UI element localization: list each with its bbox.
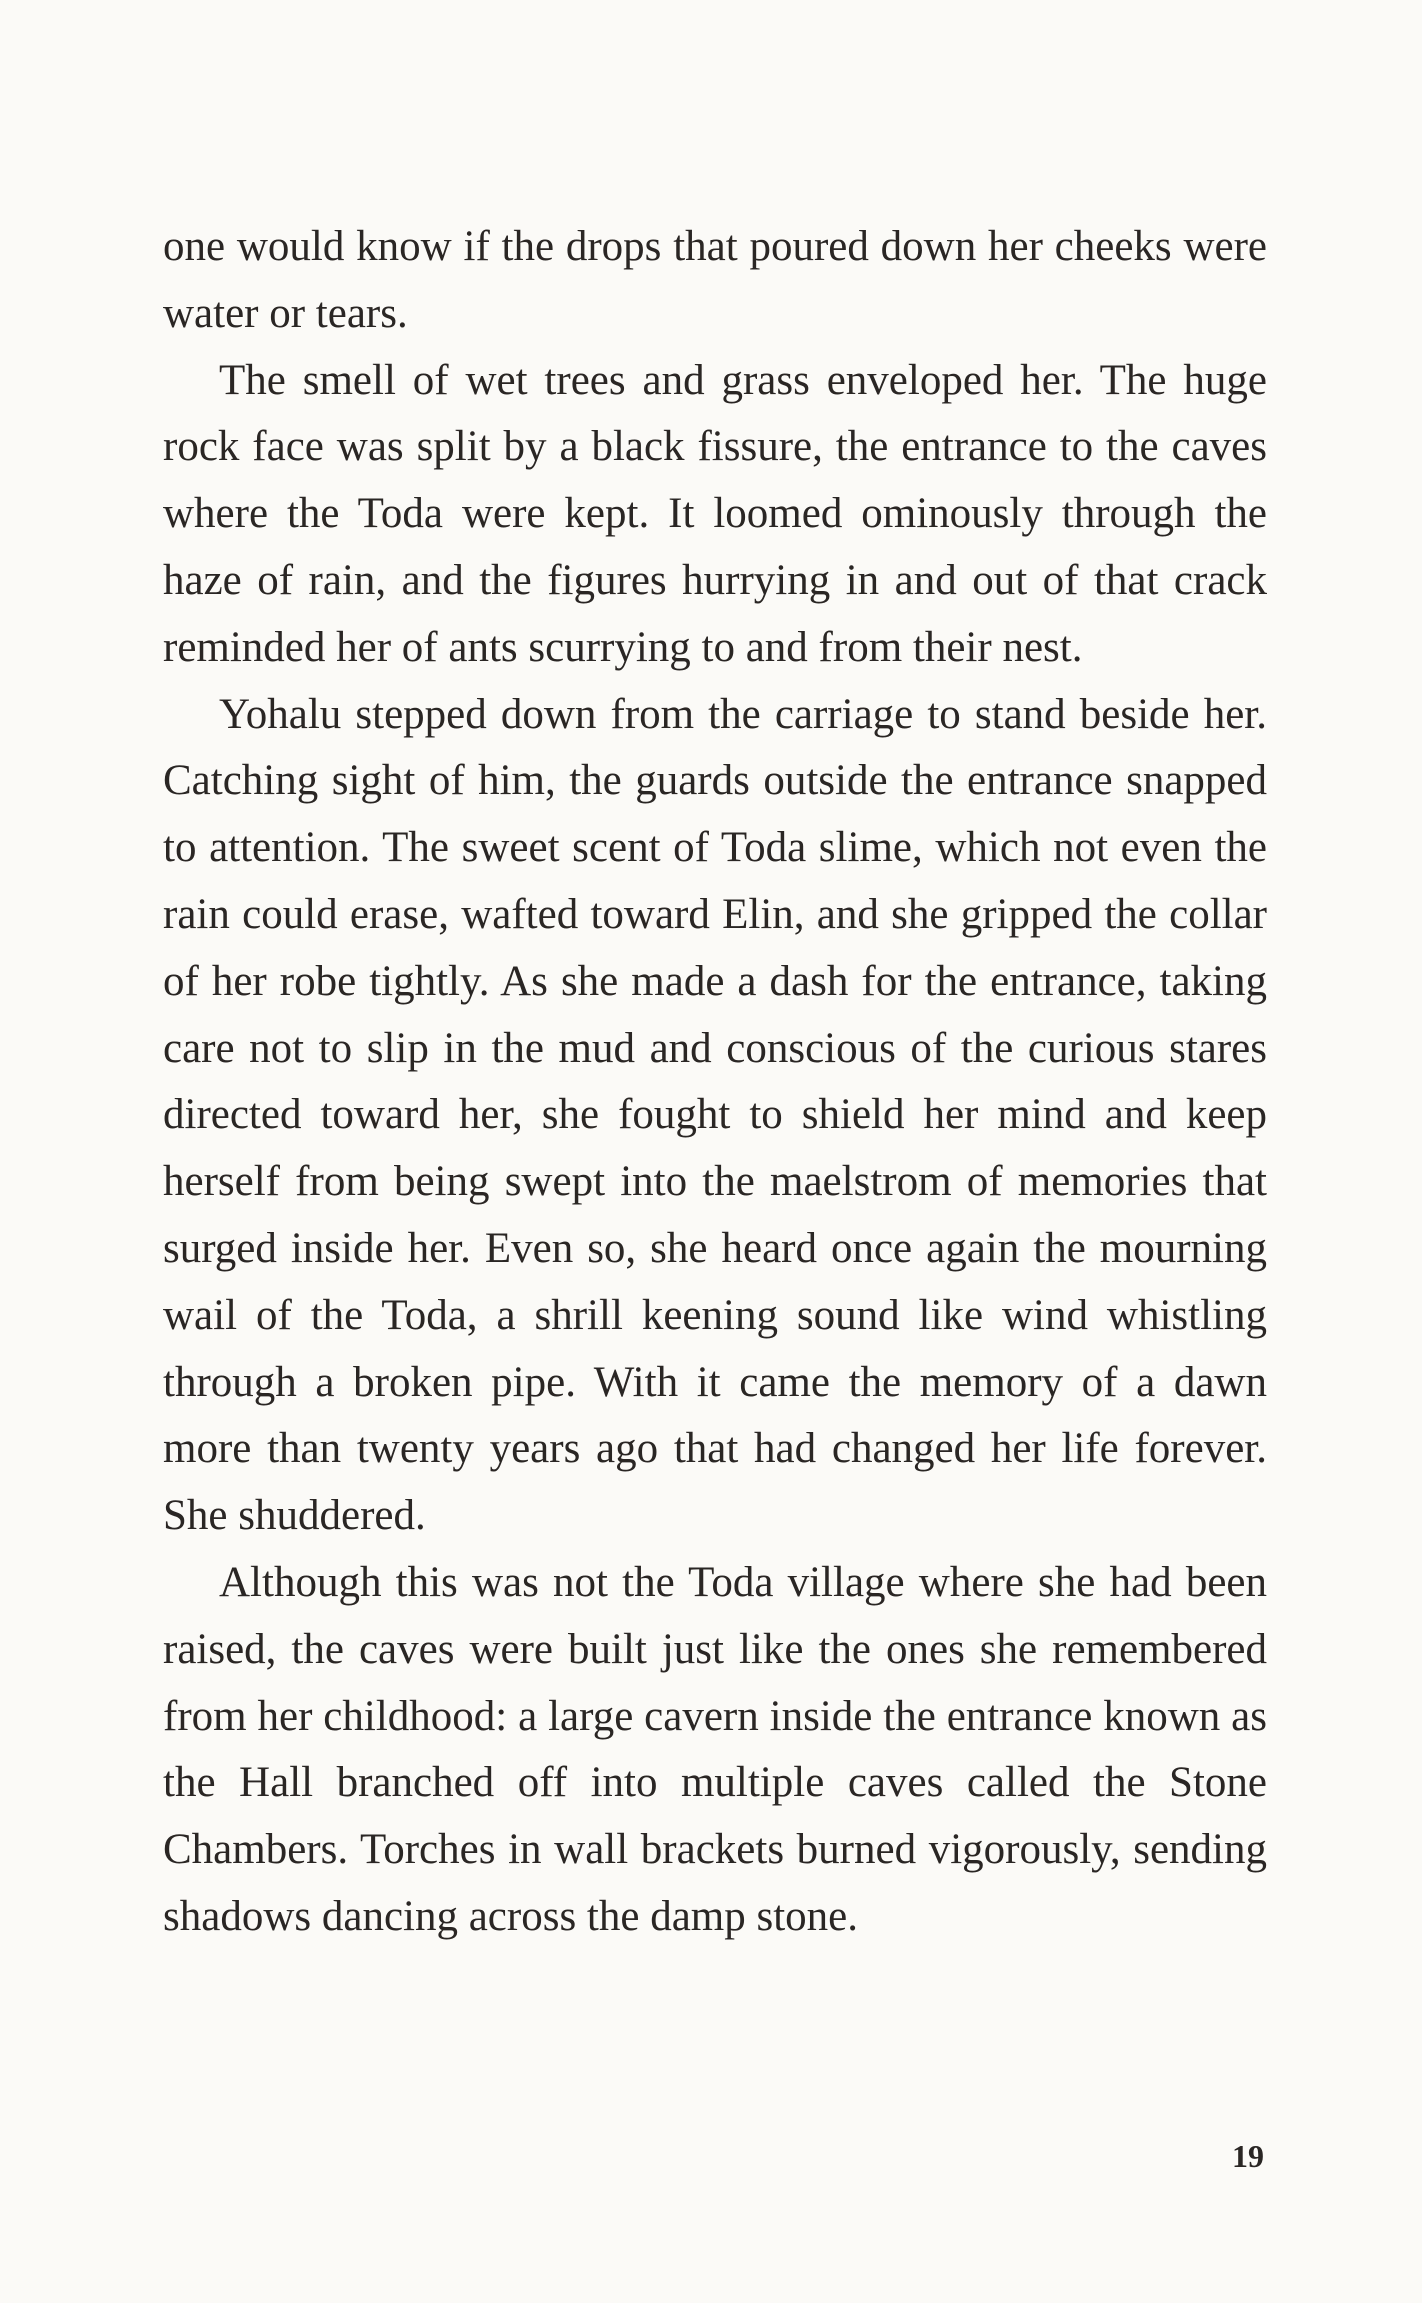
paragraph-4: Although this was not the Toda village where she had been raised, the caves were built just like the ones she remembered from her childhood: a large cavern inside the entrance known as the Hall branched off into multiple caves called the Stone Chambers. Torches in wall brackets burned vigorously, sending shadows dancing across the damp stone. [163, 1558, 1267, 1940]
paragraph-1: one would know if the drops that poured down her cheeks were water or tears. [163, 223, 1267, 337]
page-number: 19 [1232, 2138, 1264, 2174]
body-text [163, 214, 1267, 1951]
paragraph-2: The smell of wet trees and grass enveloped her. The huge rock face was split by a black fissure, the entrance to the caves where the Toda were kept. It loomed ominously through the haze of rain, and the figures hurrying in and out of that crack reminded her of ants scurrying to and from their nest. [163, 356, 1267, 671]
paragraph-3: Yohalu stepped down from the carriage to stand beside her. Catching sight of him, the guards outside the entrance snapped to attention. The sweet scent of Toda slime, which not even the rain could erase, wafted toward Elin, and she gripped the collar of her robe tightly. As she made a dash for the entrance, taking care not to slip in the mud and conscious of the curious stares directed toward her, she fought to shield her mind and keep herself from being swept into the maelstrom of memories that surged inside her. Even so, she heard once again the mourning wail of the Toda, a shrill keening sound like wind whistling through a broken pipe. With it came the memory of a dawn more than twenty years ago that had changed her life forever. She shuddered. [163, 690, 1267, 1540]
